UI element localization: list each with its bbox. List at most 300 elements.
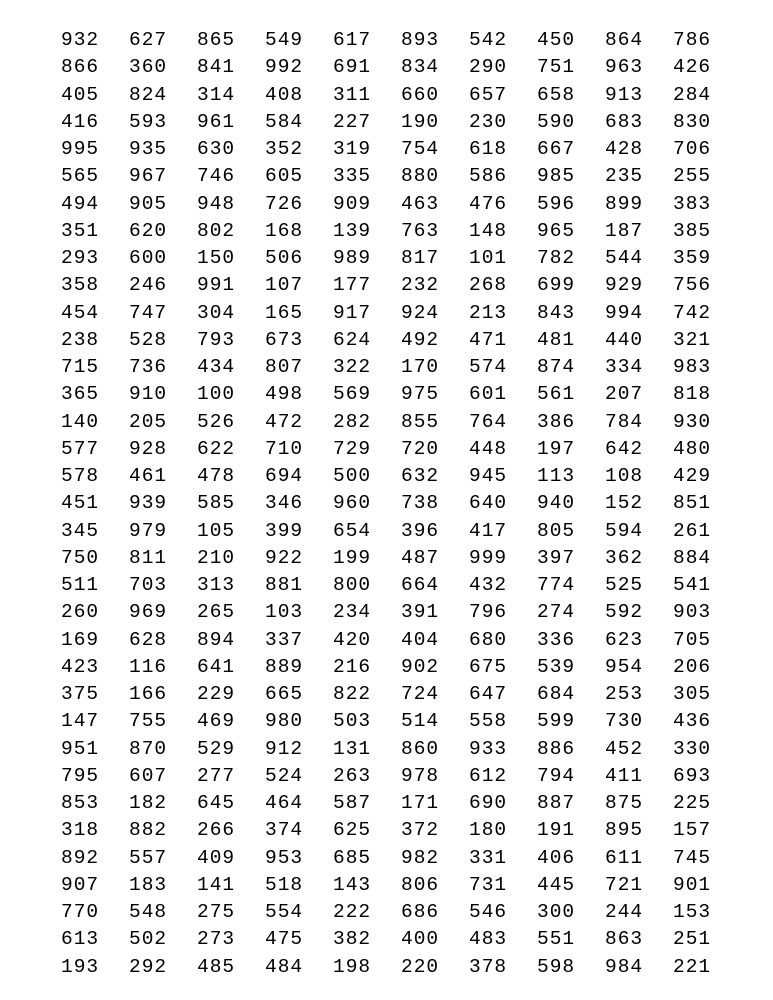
table-cell: 893 (401, 29, 440, 51)
table-cell: 100 (197, 383, 236, 406)
table-cell: 277 (197, 764, 236, 787)
table-cell: 965 (537, 219, 576, 242)
table-cell: 736 (129, 356, 168, 378)
table-cell: 979 (129, 519, 168, 542)
table-cell: 375 (61, 683, 100, 705)
table-cell: 800 (333, 574, 372, 596)
table-cell: 362 (605, 546, 644, 569)
table-cell: 806 (401, 873, 440, 896)
table-cell: 429 (673, 465, 712, 487)
table-cell: 618 (469, 138, 508, 160)
table-cell: 440 (605, 328, 644, 351)
table-cell: 198 (333, 955, 372, 978)
table-cell: 305 (673, 683, 712, 705)
table-cell: 220 (401, 955, 440, 978)
table-cell: 624 (333, 328, 372, 351)
table-cell: 880 (401, 165, 440, 188)
table-cell: 374 (265, 819, 304, 842)
table-cell: 268 (469, 274, 508, 297)
table-cell: 802 (197, 219, 236, 242)
table-cell: 726 (265, 192, 304, 215)
table-cell: 818 (673, 383, 712, 406)
table-cell: 824 (129, 83, 168, 106)
table-cell: 557 (129, 846, 168, 869)
table-cell: 448 (469, 437, 508, 460)
table-cell: 905 (129, 192, 168, 215)
table-cell: 903 (673, 601, 712, 624)
table-cell: 805 (537, 519, 576, 542)
table-cell: 400 (401, 928, 440, 951)
table-cell: 594 (605, 519, 644, 542)
table-cell: 107 (265, 274, 304, 297)
table-cell: 360 (129, 56, 168, 79)
table-cell: 605 (265, 165, 304, 188)
table-cell: 622 (197, 437, 236, 460)
table-cell: 336 (537, 628, 576, 651)
table-cell: 177 (333, 274, 372, 297)
table-cell: 544 (605, 247, 644, 269)
table-cell: 902 (401, 655, 440, 678)
table-cell: 551 (537, 928, 576, 951)
table-cell: 982 (401, 846, 440, 869)
table-cell: 596 (537, 192, 576, 215)
table-cell: 478 (197, 465, 236, 487)
table-cell: 139 (333, 219, 372, 242)
table-cell: 935 (129, 138, 168, 160)
table-cell: 150 (197, 247, 236, 269)
table-cell: 345 (61, 519, 100, 542)
table-cell: 331 (469, 846, 508, 869)
table-cell: 290 (469, 56, 508, 79)
table-cell: 284 (673, 83, 712, 106)
table-cell: 480 (673, 437, 712, 460)
table-cell: 601 (469, 383, 508, 406)
table-cell: 675 (469, 655, 508, 678)
table-cell: 182 (129, 792, 168, 814)
table-cell: 730 (605, 710, 644, 733)
table-cell: 864 (605, 29, 644, 51)
table-cell: 274 (537, 601, 576, 624)
table-cell: 694 (265, 465, 304, 487)
table-cell: 593 (129, 110, 168, 133)
table-cell: 632 (401, 465, 440, 487)
table-cell: 770 (61, 901, 100, 923)
table-cell: 251 (673, 928, 712, 951)
table-cell: 569 (333, 383, 372, 406)
table-cell: 929 (605, 274, 644, 297)
table-cell: 830 (673, 110, 712, 133)
table-cell: 565 (61, 165, 100, 188)
table-cell: 148 (469, 219, 508, 242)
table-cell: 207 (605, 383, 644, 406)
table-cell: 795 (61, 764, 100, 787)
table-cell: 855 (401, 410, 440, 433)
table-cell: 705 (673, 628, 712, 651)
table-cell: 255 (673, 165, 712, 188)
table-cell: 641 (197, 655, 236, 678)
table-cell: 221 (673, 955, 712, 978)
table-cell: 337 (265, 628, 304, 651)
table-cell: 103 (265, 601, 304, 624)
table-cell: 346 (265, 492, 304, 515)
table-cell: 246 (129, 274, 168, 297)
table-cell: 451 (61, 492, 100, 515)
table-cell: 747 (129, 301, 168, 324)
table-cell: 985 (537, 165, 576, 188)
table-cell: 143 (333, 873, 372, 896)
table-cell: 892 (61, 846, 100, 869)
table-cell: 817 (401, 247, 440, 269)
table-cell: 359 (673, 247, 712, 269)
table-cell: 729 (333, 437, 372, 460)
table-cell: 721 (605, 873, 644, 896)
table-cell: 213 (469, 301, 508, 324)
table-cell: 385 (673, 219, 712, 242)
table-cell: 266 (197, 819, 236, 842)
table-cell: 951 (61, 737, 100, 760)
table-cell: 101 (469, 247, 508, 269)
table-cell: 293 (61, 247, 100, 269)
table-cell: 187 (605, 219, 644, 242)
table-cell: 282 (333, 410, 372, 433)
table-cell: 686 (401, 901, 440, 923)
table-cell: 794 (537, 764, 576, 787)
table-cell: 657 (469, 83, 508, 106)
table-cell: 755 (129, 710, 168, 733)
table-cell: 764 (469, 410, 508, 433)
table-cell: 612 (469, 764, 508, 787)
table-cell: 260 (61, 601, 100, 624)
table-cell: 481 (537, 328, 576, 351)
table-cell: 464 (265, 792, 304, 814)
table-cell: 358 (61, 274, 100, 297)
table-cell: 335 (333, 165, 372, 188)
table-cell: 995 (61, 138, 100, 160)
table-cell: 485 (197, 955, 236, 978)
table-cell: 685 (333, 846, 372, 869)
table-cell: 738 (401, 492, 440, 515)
table-cell: 275 (197, 901, 236, 923)
table-cell: 405 (61, 83, 100, 106)
table-cell: 907 (61, 873, 100, 896)
table-cell: 889 (265, 655, 304, 678)
table-cell: 975 (401, 383, 440, 406)
table-cell: 600 (129, 247, 168, 269)
table-cell: 999 (469, 546, 508, 569)
table-cell: 853 (61, 792, 100, 814)
table-cell: 498 (265, 383, 304, 406)
table-cell: 409 (197, 846, 236, 869)
table-cell: 623 (605, 628, 644, 651)
table-cell: 206 (673, 655, 712, 678)
table-cell: 884 (673, 546, 712, 569)
table-cell: 525 (605, 574, 644, 596)
table-cell: 834 (401, 56, 440, 79)
table-cell: 647 (469, 683, 508, 705)
table-cell: 774 (537, 574, 576, 596)
table-cell: 235 (605, 165, 644, 188)
table-cell: 994 (605, 301, 644, 324)
table-cell: 745 (673, 846, 712, 869)
table-cell: 691 (333, 56, 372, 79)
table-cell: 318 (61, 819, 100, 842)
table-cell: 171 (401, 792, 440, 814)
table-cell: 432 (469, 574, 508, 596)
table-cell: 152 (605, 492, 644, 515)
table-cell: 396 (401, 519, 440, 542)
table-cell: 598 (537, 955, 576, 978)
table-cell: 811 (129, 546, 168, 569)
table-cell: 786 (673, 29, 712, 51)
table-cell: 199 (333, 546, 372, 569)
table-cell: 500 (333, 465, 372, 487)
table-cell: 230 (469, 110, 508, 133)
table-cell: 989 (333, 247, 372, 269)
table-cell: 416 (61, 110, 100, 133)
table-cell: 645 (197, 792, 236, 814)
table-cell: 229 (197, 683, 236, 705)
table-cell: 642 (605, 437, 644, 460)
table-cell: 526 (197, 410, 236, 433)
table-cell: 238 (61, 328, 100, 351)
table-cell: 928 (129, 437, 168, 460)
table-cell: 607 (129, 764, 168, 787)
table-cell: 322 (333, 356, 372, 378)
table-cell: 313 (197, 574, 236, 596)
table-cell: 961 (197, 110, 236, 133)
table-cell: 895 (605, 819, 644, 842)
table-cell: 940 (537, 492, 576, 515)
table-cell: 875 (605, 792, 644, 814)
table-cell: 397 (537, 546, 576, 569)
table-cell: 984 (605, 955, 644, 978)
table-cell: 113 (537, 465, 576, 487)
table-cell: 782 (537, 247, 576, 269)
table-cell: 630 (197, 138, 236, 160)
table-cell: 584 (265, 110, 304, 133)
table-cell: 953 (265, 846, 304, 869)
table-cell: 222 (333, 901, 372, 923)
table-cell: 330 (673, 737, 712, 760)
table-cell: 386 (537, 410, 576, 433)
table-cell: 528 (129, 328, 168, 351)
table-cell: 720 (401, 437, 440, 460)
table-cell: 948 (197, 192, 236, 215)
table-cell: 518 (265, 873, 304, 896)
table-cell: 680 (469, 628, 508, 651)
table-cell: 863 (605, 928, 644, 951)
table-cell: 147 (61, 710, 100, 733)
table-cell: 886 (537, 737, 576, 760)
table-cell: 930 (673, 410, 712, 433)
table-cell: 673 (265, 328, 304, 351)
table-cell: 406 (537, 846, 576, 869)
table-cell: 549 (265, 29, 304, 51)
table-cell: 471 (469, 328, 508, 351)
table-cell: 539 (537, 655, 576, 678)
table-cell: 558 (469, 710, 508, 733)
table-cell: 524 (265, 764, 304, 787)
table-cell: 311 (333, 83, 372, 106)
table-cell: 334 (605, 356, 644, 378)
table-cell: 108 (605, 465, 644, 487)
table-cell: 541 (673, 574, 712, 596)
table-cell: 933 (469, 737, 508, 760)
table-cell: 548 (129, 901, 168, 923)
table-cell: 910 (129, 383, 168, 406)
table-cell: 168 (265, 219, 304, 242)
table-cell: 225 (673, 792, 712, 814)
table-cell: 706 (673, 138, 712, 160)
table-cell: 851 (673, 492, 712, 515)
table-cell: 611 (605, 846, 644, 869)
table-cell: 169 (61, 628, 100, 651)
table-cell: 887 (537, 792, 576, 814)
table-cell: 784 (605, 410, 644, 433)
table-cell: 314 (197, 83, 236, 106)
table-cell: 265 (197, 601, 236, 624)
table-cell: 180 (469, 819, 508, 842)
table-cell: 157 (673, 819, 712, 842)
table-cell: 193 (61, 955, 100, 978)
table-cell: 742 (673, 301, 712, 324)
table-cell: 932 (61, 29, 100, 51)
table-cell: 881 (265, 574, 304, 596)
table-cell: 960 (333, 492, 372, 515)
table-cell: 587 (333, 792, 372, 814)
table-cell: 684 (537, 683, 576, 705)
table-cell: 654 (333, 519, 372, 542)
table-cell: 963 (605, 56, 644, 79)
table-cell: 843 (537, 301, 576, 324)
table-cell: 502 (129, 928, 168, 951)
table-cell: 319 (333, 138, 372, 160)
table-cell: 352 (265, 138, 304, 160)
table-cell: 472 (265, 410, 304, 433)
table-cell: 620 (129, 219, 168, 242)
table-cell: 882 (129, 819, 168, 842)
table-cell: 210 (197, 546, 236, 569)
table-cell: 585 (197, 492, 236, 515)
table-cell: 475 (265, 928, 304, 951)
table-cell: 232 (401, 274, 440, 297)
table-cell: 628 (129, 628, 168, 651)
table-cell: 378 (469, 955, 508, 978)
table-cell: 469 (197, 710, 236, 733)
table-cell: 492 (401, 328, 440, 351)
table-cell: 763 (401, 219, 440, 242)
table-cell: 658 (537, 83, 576, 106)
table-cell: 476 (469, 192, 508, 215)
table-cell: 599 (537, 710, 576, 733)
table-cell: 561 (537, 383, 576, 406)
table-cell: 683 (605, 110, 644, 133)
table-cell: 404 (401, 628, 440, 651)
table-cell: 992 (265, 56, 304, 79)
table-cell: 693 (673, 764, 712, 787)
table-cell: 746 (197, 165, 236, 188)
table-cell: 484 (265, 955, 304, 978)
table-cell: 205 (129, 410, 168, 433)
table-cell: 939 (129, 492, 168, 515)
table-cell: 263 (333, 764, 372, 787)
table-cell: 841 (197, 56, 236, 79)
table-cell: 166 (129, 683, 168, 705)
table-cell: 909 (333, 192, 372, 215)
table-cell: 445 (537, 873, 576, 896)
table-cell: 511 (61, 574, 100, 596)
table-cell: 292 (129, 955, 168, 978)
table-cell: 131 (333, 737, 372, 760)
table-cell: 617 (333, 29, 372, 51)
table-cell: 922 (265, 546, 304, 569)
table-cell: 822 (333, 683, 372, 705)
table-cell: 300 (537, 901, 576, 923)
table-cell: 382 (333, 928, 372, 951)
table-cell: 321 (673, 328, 712, 351)
table-cell: 894 (197, 628, 236, 651)
table-cell: 625 (333, 819, 372, 842)
table-cell: 434 (197, 356, 236, 378)
table-cell: 699 (537, 274, 576, 297)
table-cell: 191 (537, 819, 576, 842)
table-cell: 664 (401, 574, 440, 596)
table-cell: 983 (673, 356, 712, 378)
table-cell: 234 (333, 601, 372, 624)
table-cell: 967 (129, 165, 168, 188)
table-cell: 506 (265, 247, 304, 269)
table-cell: 870 (129, 737, 168, 760)
table-cell: 590 (537, 110, 576, 133)
table-cell: 372 (401, 819, 440, 842)
table-cell: 450 (537, 29, 576, 51)
table-cell: 365 (61, 383, 100, 406)
table-cell: 756 (673, 274, 712, 297)
table-cell: 954 (605, 655, 644, 678)
table-cell: 710 (265, 437, 304, 460)
table-cell: 969 (129, 601, 168, 624)
table-cell: 554 (265, 901, 304, 923)
table-cell: 153 (673, 901, 712, 923)
table-cell: 399 (265, 519, 304, 542)
table-cell: 436 (673, 710, 712, 733)
table-cell: 578 (61, 465, 100, 487)
table-cell: 140 (61, 410, 100, 433)
table-cell: 105 (197, 519, 236, 542)
table-cell: 420 (333, 628, 372, 651)
table-cell: 304 (197, 301, 236, 324)
table-cell: 860 (401, 737, 440, 760)
table-cell: 945 (469, 465, 508, 487)
table-cell: 514 (401, 710, 440, 733)
table-cell: 183 (129, 873, 168, 896)
table-cell: 793 (197, 328, 236, 351)
table-cell: 980 (265, 710, 304, 733)
table-cell: 991 (197, 274, 236, 297)
table-cell: 170 (401, 356, 440, 378)
table-cell: 503 (333, 710, 372, 733)
table-cell: 913 (605, 83, 644, 106)
table-cell: 546 (469, 901, 508, 923)
table-cell: 426 (673, 56, 712, 79)
table-cell: 592 (605, 601, 644, 624)
table-cell: 227 (333, 110, 372, 133)
table-cell: 351 (61, 219, 100, 242)
table-cell: 901 (673, 873, 712, 896)
table-cell: 463 (401, 192, 440, 215)
table-cell: 613 (61, 928, 100, 951)
table-cell: 667 (537, 138, 576, 160)
